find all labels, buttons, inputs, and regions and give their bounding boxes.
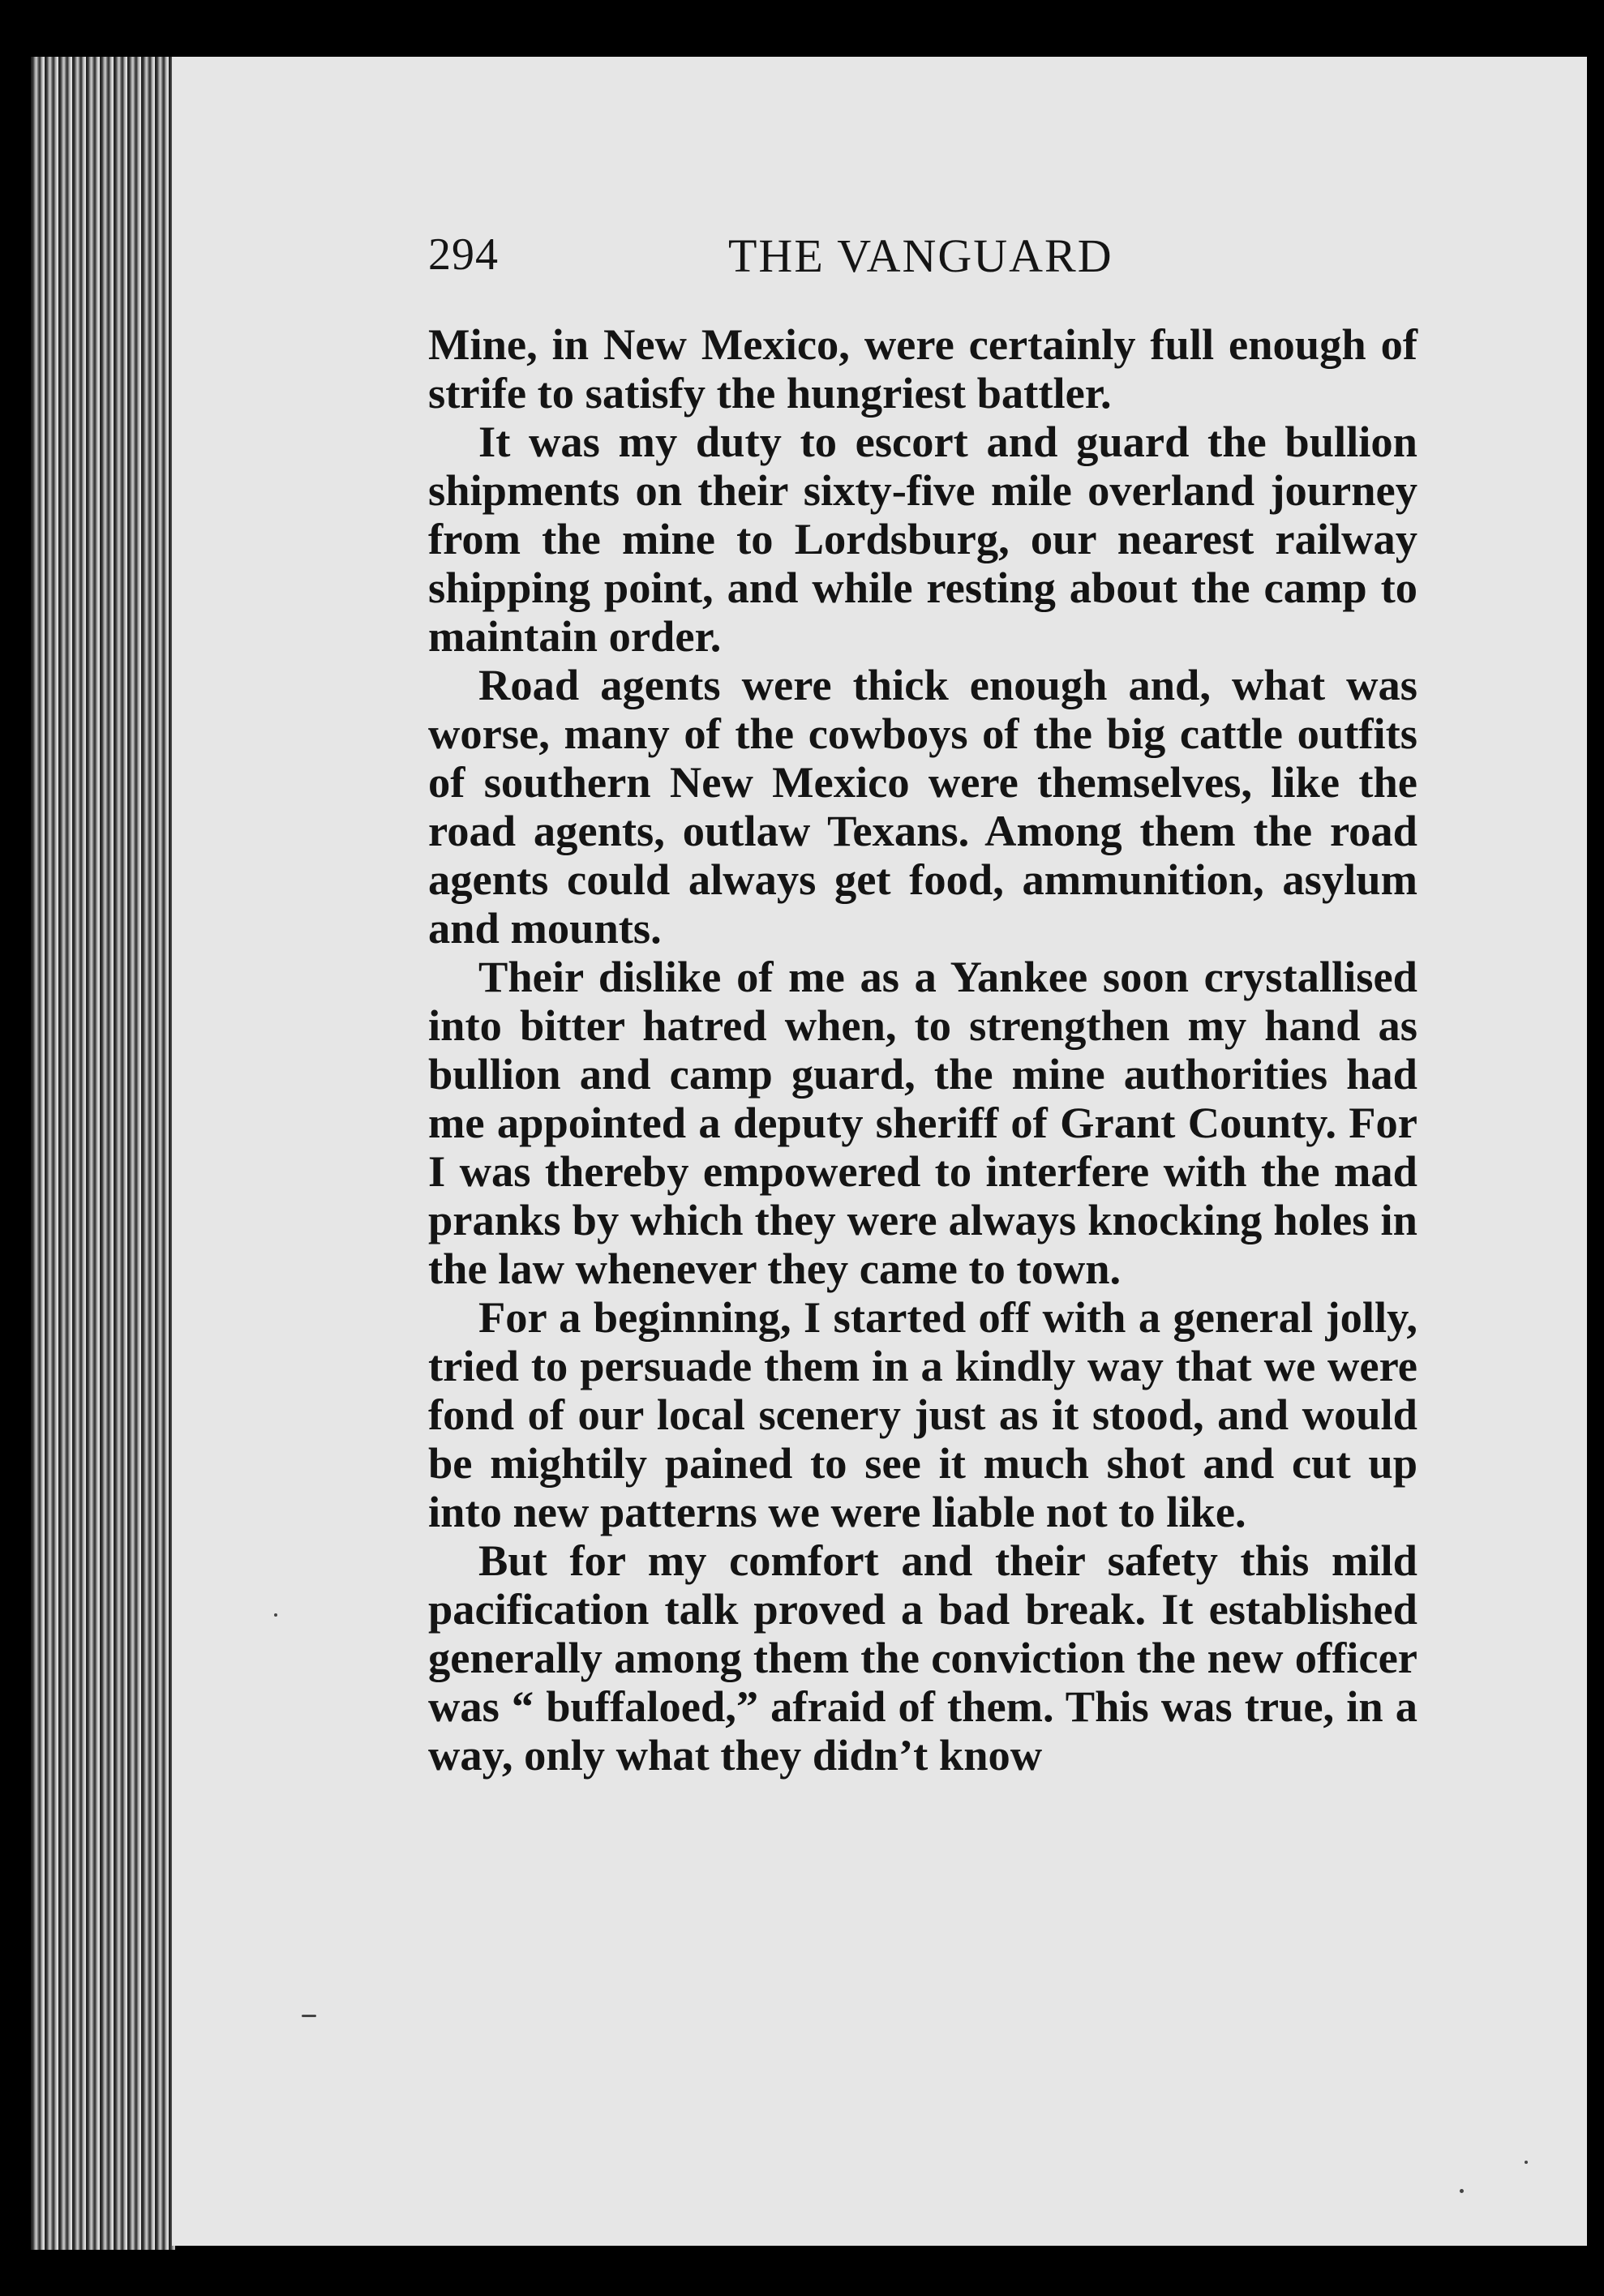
scan-speck [1460, 2189, 1464, 2193]
paragraph: But for my comfort and their safety this mild pacification talk proved a bad break. It established generally among them the conviction the new officer was “ buffaloed,” afraid of them. This was true, in a way, only what they didn’t know [428, 1536, 1417, 1780]
right-border [1587, 0, 1604, 2296]
scan-speck [274, 1613, 277, 1617]
body-text [428, 320, 1417, 1780]
paragraph: Their dislike of me as a Yankee soon crystallised into bitter hatred when, to strengthen my hand as bullion and camp guard, the mine authorities had me appointed a deputy sheriff of Grant County. For I was thereby empowered to interfere with the mad pranks by which they were always knocking holes in the law whenever they came to town. [428, 952, 1417, 1293]
scan-speck [1525, 2161, 1528, 2164]
page-header [428, 229, 1417, 293]
page-number: 294 [428, 229, 499, 280]
paragraph: Mine, in New Mexico, were certainly full enough of strife to satisfy the hungriest battler. [428, 319, 1417, 418]
paragraph: Road agents were thick enough and, what was worse, many of the cowboys of the big cattle outfits of southern New Mexico were themselves, like the road agents, outlaw Texans. Among them the road agents could always get food, ammunition, asylum and mounts. [428, 660, 1417, 953]
paragraph: For a beginning, I started off with a general jolly, tried to persuade them in a kindly way that we were fond of our local scenery just as it stood, and would be mightily pained to see it much shot and cut up into new patterns we were liable not to like. [428, 1292, 1417, 1536]
paragraph: It was my duty to escort and guard the bullion shipments on their sixty-five mile overland journey from the mine to Lordsburg, our nearest railway shipping point, and while resting about the camp to maintain order. [428, 417, 1417, 661]
page-edge-stack [31, 57, 175, 2250]
running-head: THE VANGUARD [728, 229, 1113, 282]
scan-speck [302, 2015, 316, 2017]
